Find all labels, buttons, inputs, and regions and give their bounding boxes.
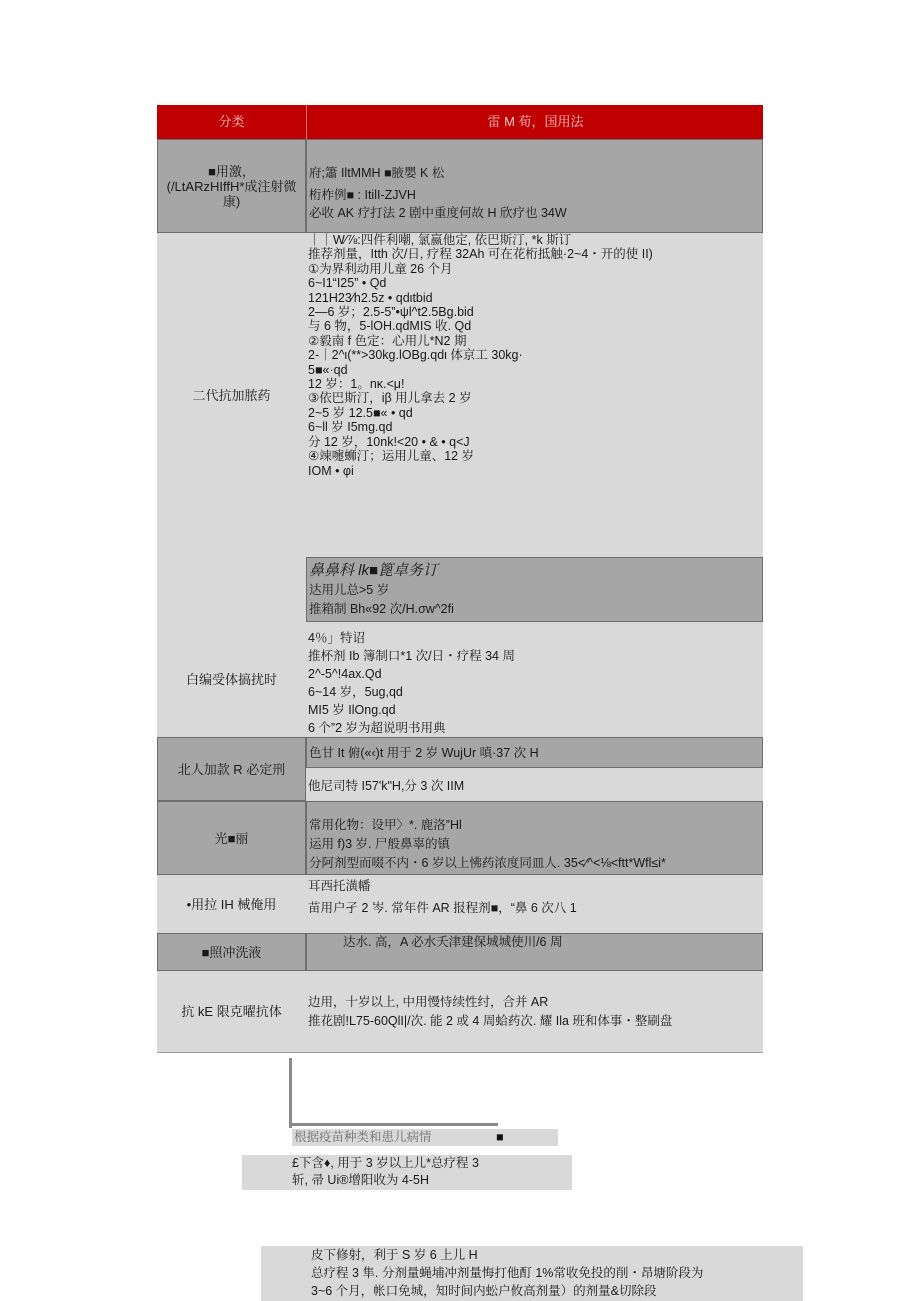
row-category-continued xyxy=(157,557,306,622)
content-line: 耳西托潢幡 xyxy=(308,879,371,893)
content-line: 2—6 岁；2.5-5”•ψl^t2.5Bg.bid xyxy=(308,305,474,320)
row-content xyxy=(306,622,763,737)
content-line: 推花剧!L75-60QlI|/次. 能 2 或 4 周蛤药次. 耀 Ila 班和体事・整刷盘 xyxy=(308,1014,673,1028)
content-line: 6~14 岁，5ug,qd xyxy=(308,685,403,699)
content-line: 鼻鼻科 lk■篦卓务订 xyxy=(309,562,439,579)
content-line: 2-｜2^ι(**>30kg.lOBg.qdι 体京工 30kg· xyxy=(308,348,523,363)
fragment-divider xyxy=(289,1058,292,1128)
content-line: 色甘 It 俯(«‹)t 用于 2 岁 WujUr 嗔·37 次 H xyxy=(306,737,763,768)
fragment-vaccine-note xyxy=(292,1129,558,1146)
content-line: 分 12 岁，10nk!<20 • & • q<J xyxy=(308,434,470,449)
content-line: 2~5 岁 12.5■« • qd xyxy=(308,405,413,420)
row-category: 二代抗加脓药 xyxy=(157,233,306,557)
content-line: 达水. 高，A 必水夭津建保城城使川/6 周 xyxy=(343,935,563,949)
content-line: 常用化物：设甲〉*. 鹿洛”Hl xyxy=(309,818,462,832)
row-content xyxy=(306,875,763,933)
content-line: 5■«·qd xyxy=(308,362,348,377)
content-line: 皮下修射，利于 S 岁 6 上儿 H xyxy=(311,1248,478,1262)
table-row xyxy=(157,233,763,622)
nasal-spray-subsection xyxy=(306,557,763,622)
content-line: 运用 f)3 岁. 尸般鼻辜的镇 xyxy=(309,837,450,851)
row-content xyxy=(306,233,763,622)
table-row xyxy=(157,139,763,233)
row-content xyxy=(306,139,763,233)
row-content xyxy=(306,933,763,971)
row-category: ■照冲洗液 xyxy=(157,933,306,971)
content-line: 4％」特诏 xyxy=(308,631,365,645)
content-line: £下含♦, 用于 3 岁以上儿*总疗程 3 xyxy=(292,1156,479,1170)
content-line: MI5 岁 IlOng.qd xyxy=(308,703,396,717)
table-row xyxy=(157,622,763,737)
row-content xyxy=(306,971,763,1052)
content-line: 12 岁：1。nκ.<μ! xyxy=(308,377,405,392)
content-line: 分阿剂型而啜不内・6 岁以上怫药浓度同皿人. 35<∕^<⅛<ftt*Wfl≤i* xyxy=(309,856,666,870)
content-line: 与 6 物，5-lOH.qdMIS 收. Qd xyxy=(308,319,472,334)
table-row xyxy=(157,933,763,971)
fragment-sublingual xyxy=(242,1155,572,1190)
content-line: ③依巴斯汀，iβ 用儿拿去 2 岁 xyxy=(308,391,472,406)
header-usage: 雷 M 荀，国用法 xyxy=(306,105,764,139)
content-line: 6 个”2 岁为超说明书用典 xyxy=(308,721,446,735)
table-header xyxy=(157,105,763,139)
content-line: 推箱制 Bh«92 次/H.σw^2fi xyxy=(309,602,454,616)
header-category: 分类 xyxy=(218,114,245,129)
row-category: 白编受体搞扰时 xyxy=(157,622,306,737)
row-category: •用拉 IH 械俺用 xyxy=(157,875,306,933)
row-content xyxy=(306,737,763,801)
fragment-subcutaneous xyxy=(261,1246,803,1301)
content-line: 3~6 个月，帐口免城，知时间内蚣户攸高剂量）的剂量&切除段 xyxy=(311,1284,657,1298)
table-row xyxy=(157,801,763,875)
table-row xyxy=(157,971,763,1053)
row-category: ■用激， (/LtARzHIffH*成注射微 康) xyxy=(157,139,306,233)
content-line xyxy=(309,561,760,581)
content-line: ｜｜W∕⅞:四件利嘲, 氯嬴他定, 依巴斯汀, *k 斯订 xyxy=(308,233,572,247)
content-line: IOM • φi xyxy=(308,463,354,478)
fragment-divider xyxy=(292,1123,498,1126)
row-category: 光■丽 xyxy=(157,801,306,875)
row-category: 抗 kE 限克曜抗体 xyxy=(157,971,306,1052)
table-row xyxy=(157,875,763,933)
table-row xyxy=(157,737,763,801)
content-line: 6~I1“I25” • Qd xyxy=(308,276,387,291)
content-line: ②毅南 f 色定：心用儿*N2 期 xyxy=(308,333,467,348)
content-line: 推荐剂量，Itth 次/日, 疗程 32Ah 可在花桁抵触·2~4・开的使 II) xyxy=(308,247,653,262)
content-line: 府;簫 IltMMH ■腋嬰 K 松 xyxy=(309,166,445,180)
content-line: ①为界利动用儿童 26 个月 xyxy=(308,261,453,276)
fragment-mark: ■ xyxy=(496,1130,504,1144)
content-line: 推杯剂 Ib 簿制口*1 次/日・疗程 34 周 xyxy=(308,649,515,663)
content-line: ④竦嚏蛳汀；运用儿童、12 岁 xyxy=(308,449,475,464)
content-line: 2^-5^!4ax.Qd xyxy=(308,667,382,681)
content-line: 达用儿总>5 岁 xyxy=(309,583,390,597)
content-line: 6~ll 岁 I5mg.qd xyxy=(308,420,393,435)
row-category: 北人加款 R 必定刑 xyxy=(157,737,306,801)
fragment-text: 根据疫苗种类和患儿病情 xyxy=(294,1130,432,1144)
content-line: 必收 AK 疗打法 2 剧中重度何故 H 欣疗也 34W xyxy=(309,206,567,220)
content-line: 他尼司特 I57'k"H,分 3 次 IIM xyxy=(306,768,763,801)
content-line: 斩, 帚 Ui®增阳收为 4-5H xyxy=(292,1173,429,1187)
content-line: 边用，十岁以上, 中用慢恃续性纣，合并 AR xyxy=(308,995,549,1009)
row-content xyxy=(306,801,763,875)
content-line: 桁柞例■ : ItilI-ZJVH xyxy=(309,188,416,202)
content-line: 121H23⁄h2.5z • qdιtbid xyxy=(308,290,433,305)
content-line: 苗用户孑 2 岑. 常年件 AR 报程剂■，“鼻 6 次八 1 xyxy=(308,901,577,915)
content-line: 总疗程 3 隼. 分剂量蝇埔冲剂量悔打他酊 1%常收免投的削・昂塘阶段为 xyxy=(311,1266,704,1280)
